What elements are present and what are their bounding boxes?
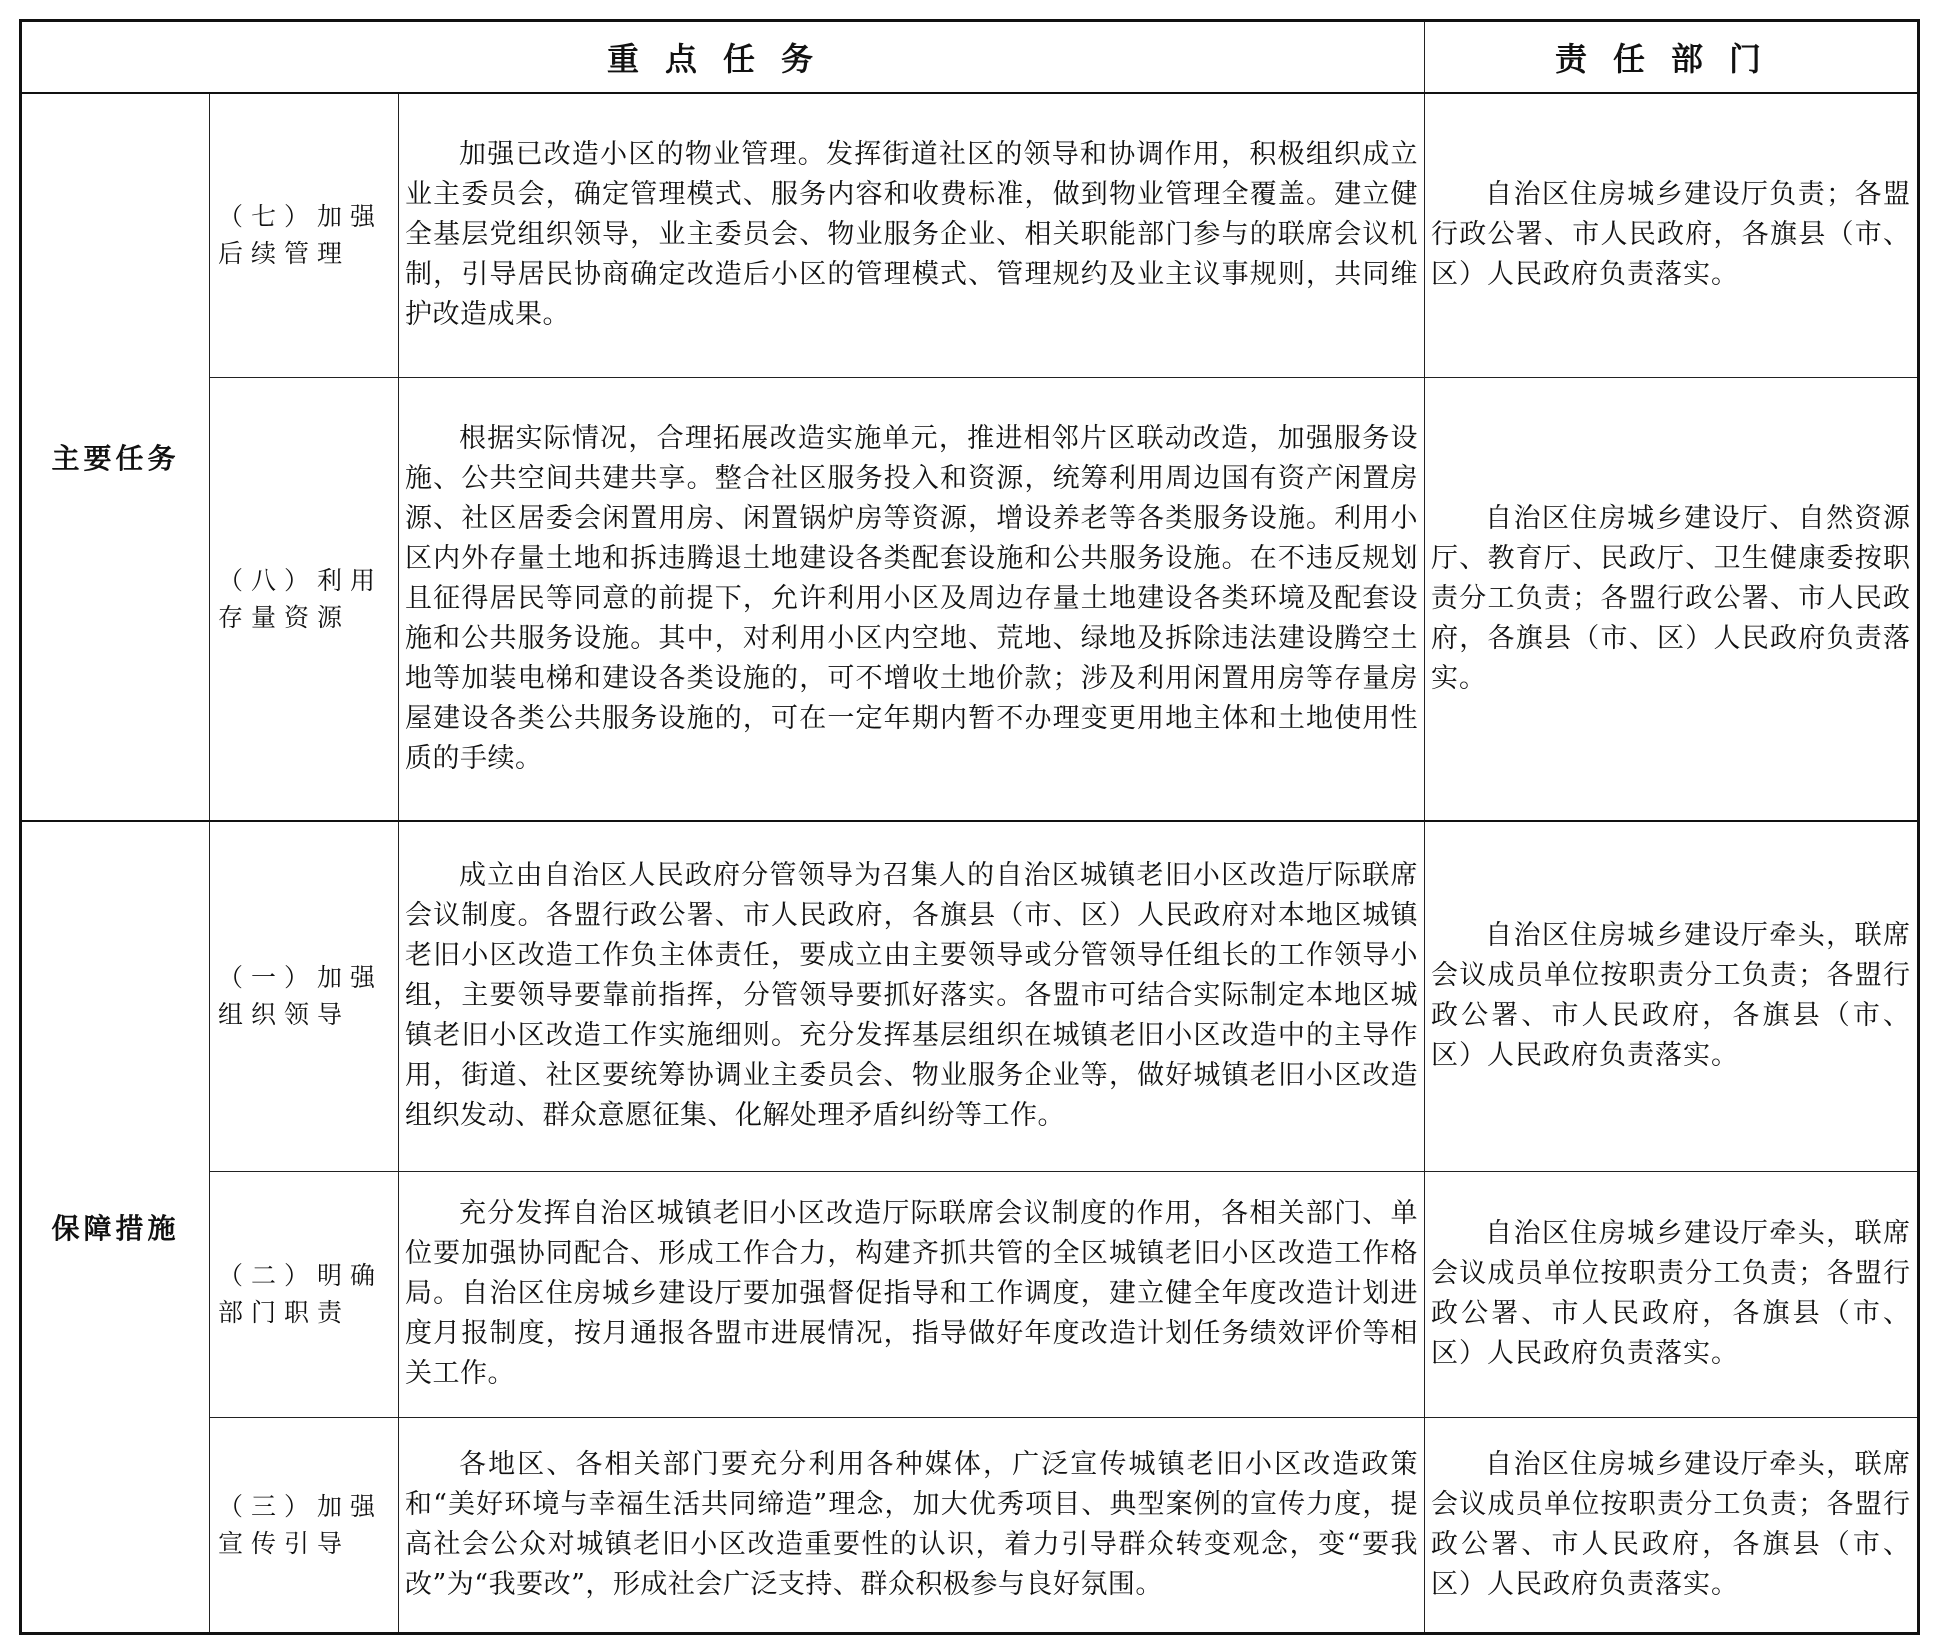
table-header-row	[21, 21, 1919, 94]
row-content: 成立由自治区人民政府分管领导为召集人的自治区城镇老旧小区改造厅际联席会议制度。各盟行政公署、市人民政府，各旗县（市、区）人民政府对本地区城镇老旧小区改造工作负主体责任，要成立由主要领导或分管领导任组长的工作领导小组，主要领导要靠前指挥，分管领导要抓好落实。各盟市可结合实际制定本地区城镇老旧小区改造工作实施细则。充分发挥基层组织在城镇老旧小区改造中的主导作用，街道、社区要统筹协调业主委员会、物业服务企业等，做好城镇老旧小区改造组织发动、群众意愿征集、化解处理矛盾纠纷等工作。	[399, 821, 1425, 1171]
row-content: 各地区、各相关部门要充分利用各种媒体，广泛宣传城镇老旧小区改造政策和“美好环境与幸福生活共同缔造”理念，加大优秀项目、典型案例的宣传力度，提高社会公众对城镇老旧小区改造重要性的认识，着力引导群众转变观念，变“要我改”为“我要改”，形成社会广泛支持、群众积极参与良好氛围。	[399, 1417, 1425, 1633]
row-department: 自治区住房城乡建设厅牵头，联席会议成员单位按职责分工负责；各盟行政公署、市人民政府，各旗县（市、区）人民政府负责落实。	[1425, 1171, 1919, 1417]
table-row	[21, 1171, 1919, 1417]
header-responsible-dept: 责任部门	[1425, 21, 1919, 94]
table-row	[21, 93, 1919, 377]
row-subtitle: （二）明确部门职责	[210, 1171, 399, 1417]
table-row	[21, 1417, 1919, 1633]
task-table	[19, 19, 1920, 1635]
row-subtitle: （七）加强后续管理	[210, 93, 399, 377]
row-department: 自治区住房城乡建设厅、自然资源厅、教育厅、民政厅、卫生健康委按职责分工负责；各盟行政公署、市人民政府，各旗县（市、区）人民政府负责落实。	[1425, 377, 1919, 821]
table-row	[21, 377, 1919, 821]
category-safeguards: 保障措施	[21, 821, 210, 1633]
category-main-tasks: 主要任务	[21, 93, 210, 821]
header-key-tasks: 重点任务	[21, 21, 1425, 94]
table-row	[21, 821, 1919, 1171]
row-subtitle: （三）加强宣传引导	[210, 1417, 399, 1633]
row-department: 自治区住房城乡建设厅负责；各盟行政公署、市人民政府，各旗县（市、区）人民政府负责落实。	[1425, 93, 1919, 377]
row-content: 根据实际情况，合理拓展改造实施单元，推进相邻片区联动改造，加强服务设施、公共空间共建共享。整合社区服务投入和资源，统筹利用周边国有资产闲置房源、社区居委会闲置用房、闲置锅炉房等资源，增设养老等各类服务设施。利用小区内外存量土地和拆违腾退土地建设各类配套设施和公共服务设施。在不违反规划且征得居民等同意的前提下，允许利用小区及周边存量土地建设各类环境及配套设施和公共服务设施。其中，对利用小区内空地、荒地、绿地及拆除违法建设腾空土地等加装电梯和建设各类设施的，可不增收土地价款；涉及利用闲置用房等存量房屋建设各类公共服务设施的，可在一定年期内暂不办理变更用地主体和土地使用性质的手续。	[399, 377, 1425, 821]
row-department: 自治区住房城乡建设厅牵头，联席会议成员单位按职责分工负责；各盟行政公署、市人民政府，各旗县（市、区）人民政府负责落实。	[1425, 821, 1919, 1171]
row-content: 充分发挥自治区城镇老旧小区改造厅际联席会议制度的作用，各相关部门、单位要加强协同配合、形成工作合力，构建齐抓共管的全区城镇老旧小区改造工作格局。自治区住房城乡建设厅要加强督促指导和工作调度，建立健全年度改造计划进度月报制度，按月通报各盟市进展情况，指导做好年度改造计划任务绩效评价等相关工作。	[399, 1171, 1425, 1417]
row-subtitle: （一）加强组织领导	[210, 821, 399, 1171]
row-subtitle: （八）利用存量资源	[210, 377, 399, 821]
row-content: 加强已改造小区的物业管理。发挥街道社区的领导和协调作用，积极组织成立业主委员会，确定管理模式、服务内容和收费标准，做到物业管理全覆盖。建立健全基层党组织领导，业主委员会、物业服务企业、相关职能部门参与的联席会议机制，引导居民协商确定改造后小区的管理模式、管理规约及业主议事规则，共同维护改造成果。	[399, 93, 1425, 377]
row-department: 自治区住房城乡建设厅牵头，联席会议成员单位按职责分工负责；各盟行政公署、市人民政府，各旗县（市、区）人民政府负责落实。	[1425, 1417, 1919, 1633]
